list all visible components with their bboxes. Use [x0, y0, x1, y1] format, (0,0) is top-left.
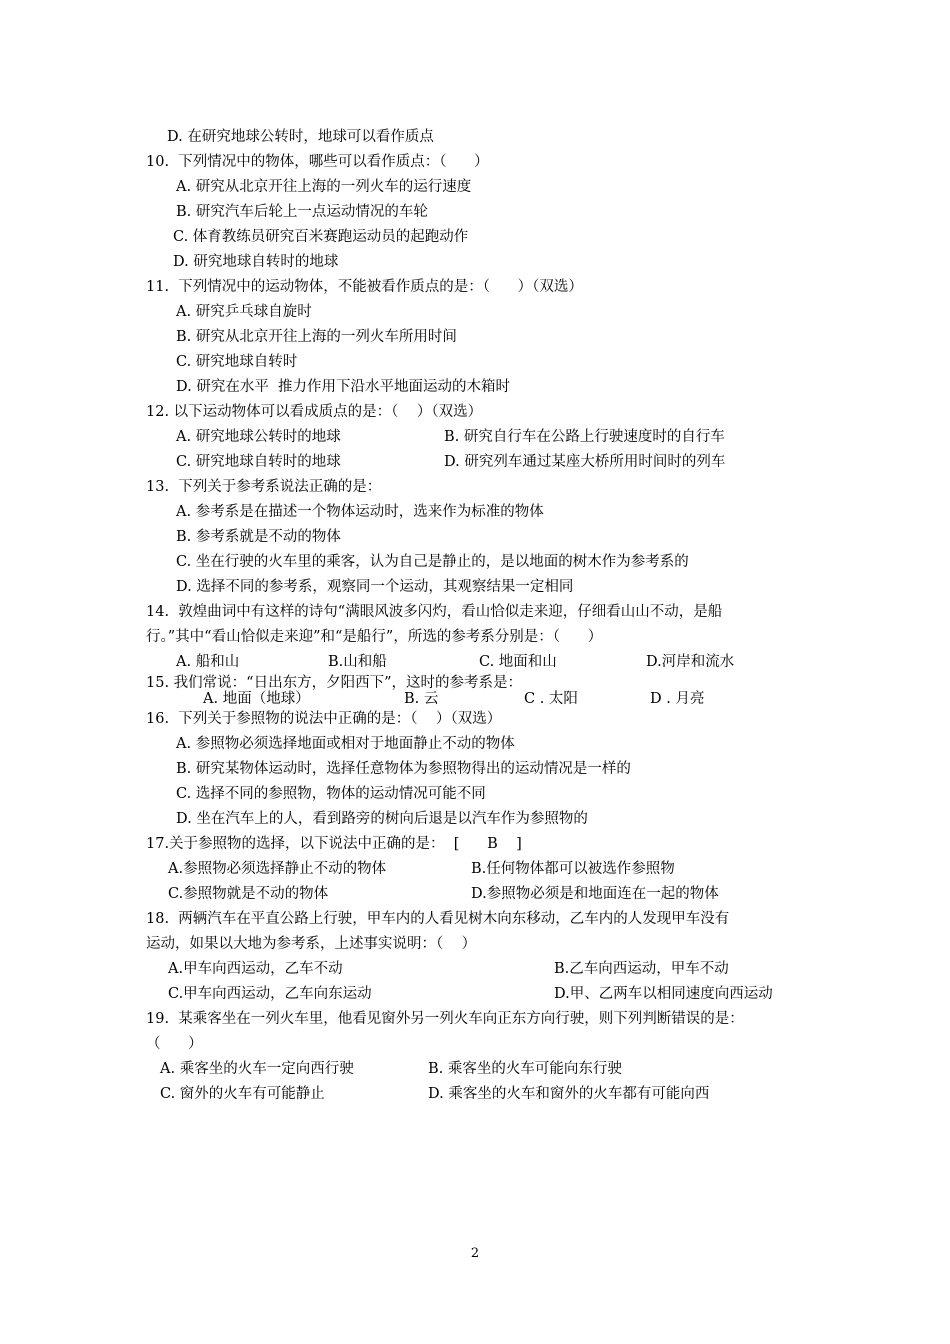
q18-option-a: A.甲车向西运动，乙车不动 — [168, 961, 343, 977]
q19-stem-line1: 19. 某乘客坐在一列火车里，他看见窗外另一列火车向正东方向行驶，则下列判断错误的是： — [146, 1011, 744, 1027]
q15-option-a: A. 地面（地球） — [203, 691, 310, 707]
q17-option-d: D.参照物必须是和地面连在一起的物体 — [471, 886, 719, 902]
q17-option-a: A.参照物必须选择静止不动的物体 — [168, 861, 387, 877]
q15-option-d: D . 月亮 — [650, 691, 705, 707]
q12-option-b: B. 研究自行车在公路上行驶速度时的自行车 — [444, 429, 725, 445]
q10-option-a: A. 研究从北京开往上海的一列火车的运行速度 — [176, 179, 472, 195]
q17-stem: 17.关于参照物的选择，以下说法中正确的是： [ B ] — [146, 836, 522, 852]
q11-option-c: C. 研究地球自转时 — [176, 354, 298, 370]
q10-option-c: C. 体育教练员研究百米赛跑运动员的起跑动作 — [173, 229, 469, 245]
q13-option-c: C. 坐在行驶的火车里的乘客，认为自己是静止的，是以地面的树木作为参考系的 — [176, 554, 689, 570]
q18-option-b: B.乙车向西运动，甲车不动 — [554, 961, 729, 977]
q18-option-d: D.甲、乙两车以相同速度向西运动 — [554, 986, 773, 1002]
q15-option-c: C . 太阳 — [524, 691, 578, 707]
q19-option-a: A. 乘客坐的火车一定向西行驶 — [160, 1061, 354, 1077]
q11-option-a: A. 研究乒乓球自旋时 — [176, 304, 312, 320]
q18-option-c: C.甲车向西运动，乙车向东运动 — [168, 986, 372, 1002]
q16-option-d: D. 坐在汽车上的人，看到路旁的树向后退是以汽车作为参照物的 — [176, 811, 588, 827]
q13-stem: 13. 下列关于参考系说法正确的是： — [146, 479, 382, 495]
q19-option-d: D. 乘客坐的火车和窗外的火车都有可能向西 — [428, 1086, 710, 1102]
q11-option-d: D. 研究在水平 推力作用下沿水平地面运动的木箱时 — [176, 379, 511, 395]
q10-option-b: B. 研究汽车后轮上一点运动情况的车轮 — [176, 204, 428, 220]
q13-option-a: A. 参考系是在描述一个物体运动时，选来作为标准的物体 — [176, 504, 544, 520]
q13-option-d: D. 选择不同的参考系，观察同一个运动，其观察结果一定相同 — [176, 579, 574, 595]
q17-option-c: C.参照物就是不动的物体 — [168, 886, 329, 902]
q12-option-a: A. 研究地球公转时的地球 — [176, 429, 341, 445]
q18-stem-line1: 18. 两辆汽车在平直公路上行驶，甲车内的人看见树木向东移动，乙车内的人发现甲车没有 — [146, 911, 730, 927]
q14-option-d: D.河岸和流水 — [646, 654, 735, 670]
q16-option-b: B. 研究某物体运动时，选择任意物体为参照物得出的运动情况是一样的 — [176, 761, 631, 777]
q19-stem-line2: （ ） — [146, 1036, 203, 1052]
q19-option-c: C. 窗外的火车有可能静止 — [160, 1086, 325, 1102]
q14-option-a: A. 船和山 — [176, 654, 240, 670]
q15-option-b: B. 云 — [404, 691, 439, 707]
q11-option-b: B. 研究从北京开往上海的一列火车所用时间 — [176, 329, 457, 345]
q14-option-b: B.山和船 — [328, 654, 387, 670]
q10-stem: 10. 下列情况中的物体，哪些可以看作质点：（ ） — [146, 154, 489, 170]
page-number: 2 — [470, 1246, 480, 1261]
q15-stem: 15. 我们常说：“日出东方，夕阳西下”，这时的参考系是： — [146, 675, 522, 691]
q12-option-c: C. 研究地球自转时的地球 — [176, 454, 341, 470]
q16-option-a: A. 参照物必须选择地面或相对于地面静止不动的物体 — [176, 736, 515, 752]
q13-option-b: B. 参考系就是不动的物体 — [176, 529, 341, 545]
q9-option-d: D. 在研究地球公转时，地球可以看作质点 — [167, 129, 434, 145]
q18-stem-line2: 运动，如果以大地为参考系，上述事实说明：（ ） — [146, 936, 477, 952]
q12-option-d: D. 研究列车通过某座大桥所用时间时的列车 — [444, 454, 726, 470]
q16-stem: 16. 下列关于参照物的说法中正确的是：（ ）（双选） — [146, 711, 502, 727]
q11-stem: 11. 下列情况中的运动物体，不能被看作质点的是：（ ）（双选） — [146, 279, 583, 295]
q19-option-b: B. 乘客坐的火车可能向东行驶 — [428, 1061, 622, 1077]
q17-option-b: B.任何物体都可以被选作参照物 — [471, 861, 675, 877]
q14-stem-line1: 14. 敦煌曲词中有这样的诗句“满眼风波多闪灼，看山恰似走来迎，仔细看山山不动，是船 — [146, 604, 723, 620]
q16-option-c: C. 选择不同的参照物，物体的运动情况可能不同 — [176, 786, 486, 802]
q12-stem: 12. 以下运动物体可以看成质点的是：（ ）（双选） — [146, 404, 483, 420]
q14-option-c: C. 地面和山 — [479, 654, 557, 670]
q14-stem-line2: 行。”其中“看山恰似走来迎”和“是船行”，所选的参考系分别是：（ ） — [146, 629, 603, 645]
q10-option-d: D. 研究地球自转时的地球 — [173, 254, 339, 270]
